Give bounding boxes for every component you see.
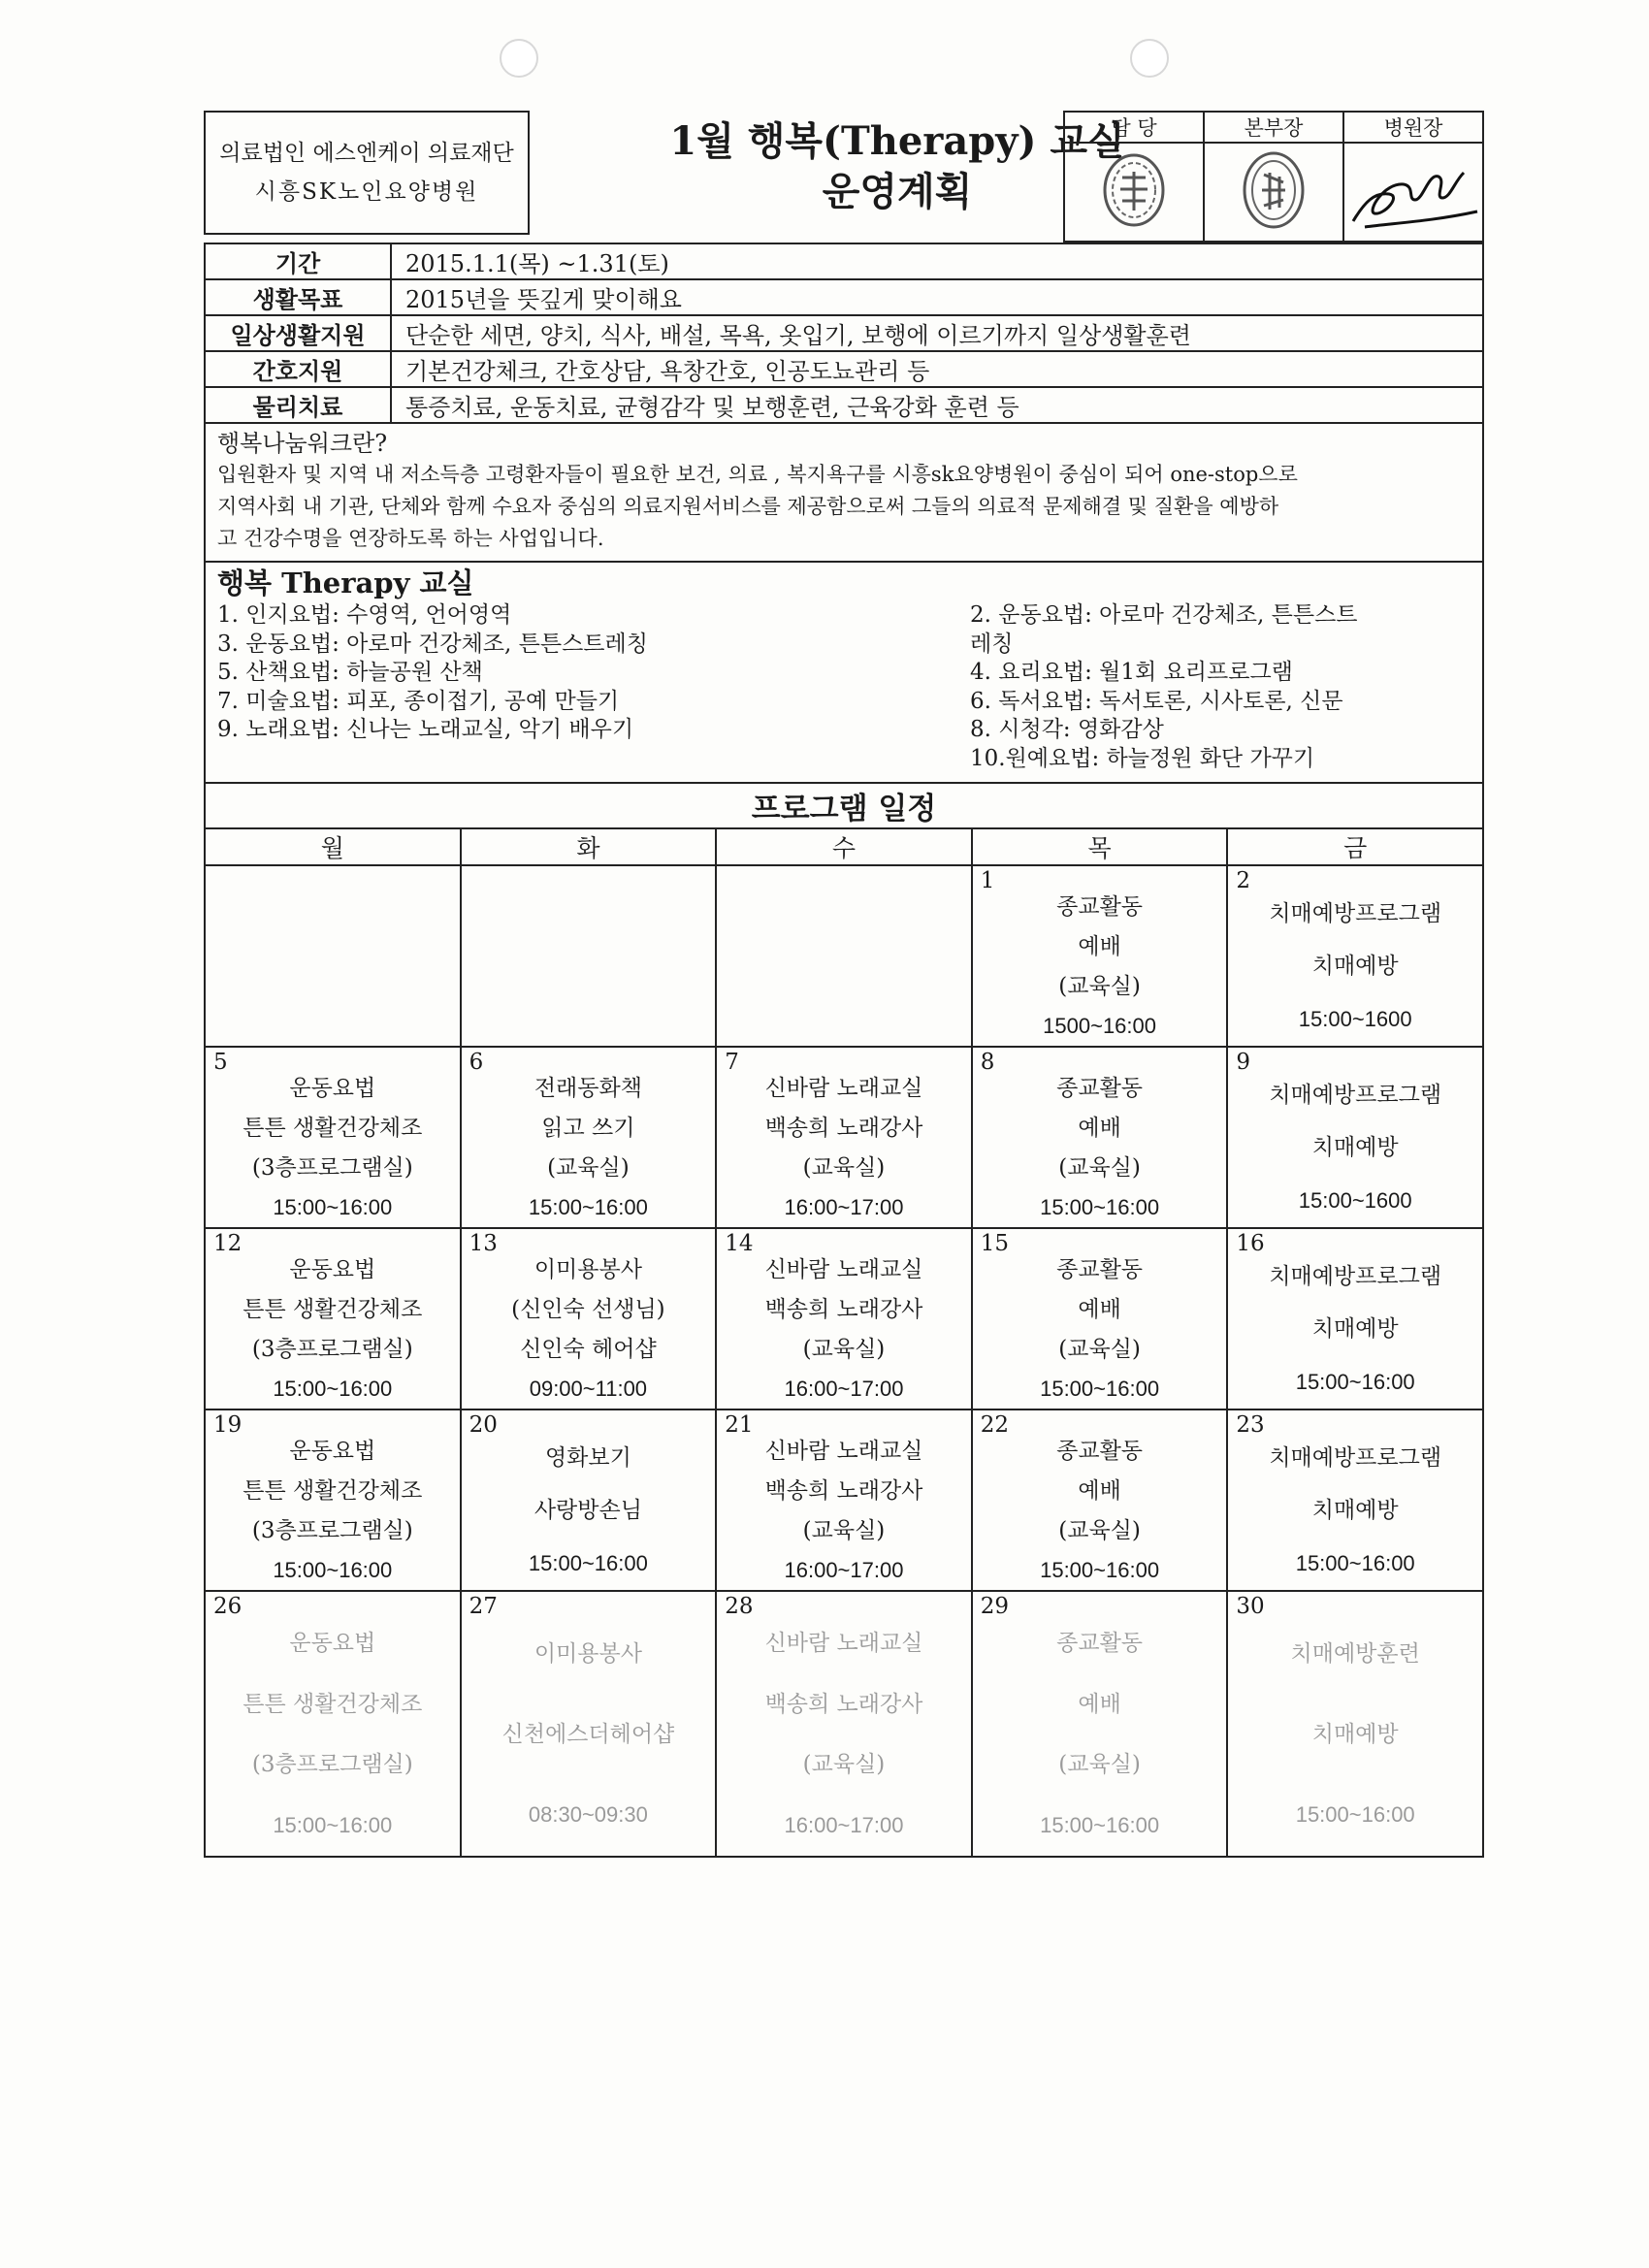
calendar-day-cell [716, 1047, 972, 1228]
intro-question: 행복나눔워크란? [217, 430, 388, 457]
info-row-goal [205, 279, 1483, 315]
schedule-event [1228, 1250, 1482, 1409]
event-text: 영화보기 [544, 1445, 631, 1472]
day-number: 5 [213, 1050, 228, 1075]
weekday-header-row [205, 828, 1483, 865]
schedule-event [1228, 1432, 1482, 1590]
event-text: (3층프로그램실) [251, 1336, 413, 1362]
calendar-day-cell [461, 1591, 717, 1857]
day-number: 23 [1236, 1412, 1265, 1438]
day-number: 28 [725, 1594, 754, 1619]
calendar-day-cell [205, 1047, 461, 1228]
schedule-event [462, 1613, 716, 1856]
approval-header-director: 본부장 [1204, 112, 1343, 143]
therapy-item: 7. 미술요법: 피포, 종이접기, 공예 만들기 [217, 688, 620, 714]
event-time: 15:00~16:00 [1295, 1550, 1415, 1575]
calendar-day-cell [716, 1409, 972, 1591]
event-text: 예배 [1078, 1297, 1121, 1323]
calendar-day-cell [716, 1591, 972, 1857]
calendar-day-cell [1227, 1409, 1483, 1591]
punch-hole-left [500, 39, 538, 78]
event-text: 종교활동 [1056, 1439, 1144, 1465]
info-value: 통증치료, 운동치료, 균형감각 및 보행훈련, 근육강화 훈련 등 [391, 387, 1483, 423]
day-number: 16 [1236, 1231, 1265, 1256]
event-text: 튼튼 생활건강체조 [242, 1691, 423, 1717]
event-text: (교육실) [1058, 1517, 1141, 1543]
event-text: (3층프로그램실) [251, 1752, 413, 1778]
calendar-day-cell [972, 865, 1228, 1047]
event-time: 15:00~16:00 [1040, 1376, 1160, 1401]
foundation-name: 의료법인 에스엔케이 의료재단 [219, 141, 514, 166]
calendar-day-cell [716, 865, 972, 1047]
plan-info-table [204, 243, 1484, 424]
intro-line: 입원환자 및 지역 내 저소득층 고령환자들이 필요한 보건, 의료 , 복지욕구를 시흥sk요양병원이 중심이 되어 one-stop으로 [217, 463, 1298, 486]
calendar-day-cell [461, 865, 717, 1047]
schedule-event [1228, 1069, 1482, 1227]
event-time: 15:00~16:00 [273, 1557, 393, 1582]
calendar-day-cell [972, 1409, 1228, 1591]
intro-line: 지역사회 내 기관, 단체와 함께 수요자 중심의 의료지원서비스를 제공함으로써 그들의 의료적 문제해결 및 질환을 예방하 [217, 495, 1279, 518]
schedule-event [973, 888, 1227, 1046]
event-text: 읽고 쓰기 [541, 1116, 635, 1142]
event-time: 15:00~1600 [1298, 1006, 1412, 1031]
event-text: 전래동화책 [534, 1076, 642, 1102]
day-number: 6 [469, 1050, 484, 1075]
schedule-event [206, 1069, 460, 1227]
event-time: 15:00~16:00 [273, 1812, 393, 1837]
event-text: (3층프로그램실) [251, 1154, 413, 1181]
calendar-day-cell [205, 865, 461, 1047]
event-text: 튼튼 생활건강체조 [242, 1297, 423, 1323]
day-number: 9 [1236, 1050, 1251, 1075]
schedule-event [462, 1069, 716, 1227]
calendar-day-cell [461, 1228, 717, 1409]
day-number: 19 [213, 1412, 242, 1438]
event-text: 운동요법 [289, 1439, 376, 1465]
event-time: 16:00~17:00 [784, 1376, 904, 1401]
event-time: 15:00~16:00 [273, 1194, 393, 1219]
therapy-item: 6. 독서요법: 독서토론, 시사토론, 신문 [970, 688, 1343, 714]
day-number: 22 [980, 1412, 1010, 1438]
event-time: 15:00~16:00 [1040, 1557, 1160, 1582]
event-text: 사랑방손님 [534, 1498, 642, 1524]
event-text: (교육실) [802, 1752, 886, 1778]
event-time: 16:00~17:00 [784, 1812, 904, 1837]
schedule-event [206, 1432, 460, 1590]
therapy-item: 8. 시청각: 영화감상 [970, 717, 1164, 742]
day-number: 14 [725, 1231, 754, 1256]
approval-header-staff: 담 당 [1064, 112, 1204, 143]
event-text: 치매예방프로그램 [1269, 901, 1442, 927]
schedule-event [717, 1069, 971, 1227]
event-text: 백송희 노래강사 [764, 1478, 923, 1505]
day-number: 12 [213, 1231, 242, 1256]
day-number: 27 [469, 1594, 498, 1619]
event-text: (교육실) [1058, 1154, 1141, 1181]
event-time: 15:00~16:00 [1040, 1812, 1160, 1837]
event-time: 15:00~16:00 [528, 1550, 648, 1575]
calendar-week-row [205, 1409, 1483, 1591]
therapy-item: 레칭 [970, 631, 1014, 657]
schedule-event [717, 1250, 971, 1409]
event-text: 운동요법 [289, 1076, 376, 1102]
info-value: 단순한 세면, 양치, 식사, 배설, 목욕, 옷입기, 보행에 이르기까지 일상생활훈련 [391, 315, 1483, 351]
organization-box [204, 111, 530, 235]
document-header [204, 105, 1484, 243]
info-label: 기간 [205, 243, 391, 279]
calendar-day-cell [1227, 1047, 1483, 1228]
calendar-day-cell [461, 1409, 717, 1591]
day-number: 30 [1236, 1594, 1265, 1619]
approval-cell-director [1204, 143, 1343, 242]
event-text: 이미용봉사 [534, 1257, 642, 1283]
therapy-item: 5. 산책요법: 하늘공원 산책 [217, 660, 483, 685]
event-text: 신바람 노래교실 [764, 1439, 923, 1465]
info-row-nursing [205, 351, 1483, 387]
plan-document [204, 105, 1484, 1858]
event-time: 08:30~09:30 [528, 1802, 648, 1828]
event-time: 16:00~17:00 [784, 1557, 904, 1582]
intro-line: 고 건강수명을 연장하도록 하는 사업입니다. [217, 527, 604, 550]
event-text: 종교활동 [1056, 1257, 1144, 1283]
event-time: 15:00~1600 [1298, 1187, 1412, 1213]
event-text: 운동요법 [289, 1257, 376, 1283]
therapy-item: 9. 노래요법: 신나는 노래교실, 악기 배우기 [217, 717, 634, 742]
event-text: 치매예방 [1311, 1135, 1399, 1161]
event-text: 튼튼 생활건강체조 [242, 1478, 423, 1505]
schedule-title: 프로그램 일정 [205, 784, 1483, 828]
event-text: (교육실) [1058, 1336, 1141, 1362]
event-text: (교육실) [1058, 973, 1141, 999]
schedule-event [973, 1432, 1227, 1590]
info-label: 일상생활지원 [205, 315, 391, 351]
calendar-day-cell [205, 1228, 461, 1409]
approval-header-hospital-head: 병원장 [1343, 112, 1483, 143]
event-time: 16:00~17:00 [784, 1194, 904, 1219]
schedule-event [1228, 1613, 1482, 1856]
therapy-item: 3. 운동요법: 아로마 건강체조, 튼튼스트레칭 [217, 631, 648, 657]
info-label: 생활목표 [205, 279, 391, 315]
therapy-item: 2. 운동요법: 아로마 건강체조, 튼튼스트 [970, 602, 1358, 628]
day-number: 2 [1236, 868, 1251, 893]
event-text: 신천에스더헤어샵 [501, 1721, 675, 1747]
event-text: 이미용봉사 [534, 1640, 642, 1667]
info-value: 기본건강체크, 간호상담, 욕창간호, 인공도뇨관리 등 [391, 351, 1483, 387]
event-text: 신바람 노래교실 [764, 1076, 923, 1102]
event-time: 09:00~11:00 [529, 1376, 648, 1401]
calendar-day-cell [1227, 865, 1483, 1047]
event-text: (3층프로그램실) [251, 1517, 413, 1543]
day-number: 13 [469, 1231, 498, 1256]
event-text: 치매예방 [1311, 1498, 1399, 1524]
event-text: (교육실) [802, 1154, 886, 1181]
event-time: 15:00~16:00 [528, 1194, 648, 1219]
calendar-day-cell [716, 1228, 972, 1409]
info-value: 2015년을 뜻깊게 맞이해요 [391, 279, 1483, 315]
event-time: 15:00~16:00 [1295, 1802, 1415, 1828]
event-text: (신인숙 선생님) [511, 1297, 665, 1323]
approval-cell-staff [1064, 143, 1204, 242]
event-text: 치매예방프로그램 [1269, 1083, 1442, 1109]
title-line-1: 1월 행복(Therapy) 교실 [669, 118, 1125, 164]
calendar-week-row [205, 1047, 1483, 1228]
calendar-day-cell [972, 1228, 1228, 1409]
event-text: 백송희 노래강사 [764, 1691, 923, 1717]
day-number: 15 [980, 1231, 1010, 1256]
schedule-event [973, 1069, 1227, 1227]
therapy-list-right [970, 601, 1474, 773]
schedule-event [206, 1250, 460, 1409]
approval-cell-hospital-head [1343, 143, 1483, 242]
therapy-item: 1. 인지요법: 수영역, 언어영역 [217, 602, 512, 628]
day-number: 8 [980, 1050, 995, 1075]
title-line-2: 운영계획 [822, 169, 973, 214]
event-text: 예배 [1078, 1691, 1121, 1717]
event-text: 치매예방 [1311, 1316, 1399, 1343]
info-value: 2015.1.1(목) ~1.31(토) [391, 243, 1483, 279]
weekday-header: 수 [716, 828, 972, 865]
calendar-week-row [205, 1591, 1483, 1857]
info-label: 간호지원 [205, 351, 391, 387]
schedule-event [1228, 888, 1482, 1046]
event-text: 치매예방훈련 [1290, 1640, 1420, 1667]
day-number: 26 [213, 1594, 242, 1619]
schedule-event [462, 1432, 716, 1590]
event-text: 신인숙 헤어샵 [520, 1336, 657, 1362]
event-text: 예배 [1078, 934, 1121, 960]
seal-stamp-icon [1235, 147, 1312, 233]
event-text: 치매예방프로그램 [1269, 1264, 1442, 1290]
info-row-physical-therapy [205, 387, 1483, 423]
event-time: 15:00~16:00 [1040, 1194, 1160, 1219]
calendar-day-cell [205, 1409, 461, 1591]
schedule-event [462, 1250, 716, 1409]
event-text: (교육실) [802, 1336, 886, 1362]
calendar-day-cell [1227, 1228, 1483, 1409]
day-number: 21 [725, 1412, 754, 1438]
therapy-title: 행복 Therapy 교실 [217, 567, 474, 599]
event-text: 예배 [1078, 1478, 1121, 1505]
day-number: 7 [725, 1050, 739, 1075]
approval-table [1063, 111, 1484, 243]
schedule-event [717, 1613, 971, 1856]
schedule-event [973, 1250, 1227, 1409]
weekday-header: 화 [461, 828, 717, 865]
info-label: 물리치료 [205, 387, 391, 423]
info-row-daily-support [205, 315, 1483, 351]
event-text: 치매예방프로그램 [1269, 1445, 1442, 1472]
calendar-day-cell [972, 1047, 1228, 1228]
hospital-name: 시흥SK노인요양병원 [254, 179, 479, 205]
weekday-header: 금 [1227, 828, 1483, 865]
calendar-day-cell [461, 1047, 717, 1228]
calendar-week-row [205, 1228, 1483, 1409]
event-time: 1500~16:00 [1043, 1013, 1156, 1038]
event-text: 종교활동 [1056, 1076, 1144, 1102]
therapy-item: 4. 요리요법: 월1회 요리프로그램 [970, 660, 1293, 685]
therapy-section [204, 563, 1484, 784]
event-text: (교육실) [1058, 1752, 1141, 1778]
event-text: (교육실) [547, 1154, 630, 1181]
event-time: 15:00~16:00 [273, 1376, 393, 1401]
schedule-event [717, 1432, 971, 1590]
schedule-event [206, 1613, 460, 1856]
event-text: 운동요법 [289, 1631, 376, 1657]
therapy-list-left [217, 601, 916, 745]
therapy-item: 10.원예요법: 하늘정원 화단 가꾸기 [970, 745, 1315, 771]
calendar-day-cell [205, 1591, 461, 1857]
event-text: 신바람 노래교실 [764, 1257, 923, 1283]
event-text: 신바람 노래교실 [764, 1631, 923, 1657]
intro-description [217, 459, 1471, 555]
seal-stamp-icon [1095, 148, 1173, 232]
calendar-day-cell [972, 1591, 1228, 1857]
weekday-header: 목 [972, 828, 1228, 865]
signature-icon [1345, 144, 1481, 237]
event-text: 종교활동 [1056, 894, 1144, 921]
event-text: 예배 [1078, 1116, 1121, 1142]
event-text: (교육실) [802, 1517, 886, 1543]
event-text: 치매예방 [1311, 1721, 1399, 1747]
event-time: 15:00~16:00 [1295, 1369, 1415, 1394]
event-text: 치매예방 [1311, 954, 1399, 980]
calendar-weeks [205, 865, 1483, 1857]
event-text: 백송희 노래강사 [764, 1297, 923, 1323]
program-intro [204, 424, 1484, 563]
calendar-day-cell [1227, 1591, 1483, 1857]
event-text: 튼튼 생활건강체조 [242, 1116, 423, 1142]
day-number: 20 [469, 1412, 498, 1438]
schedule-event [973, 1613, 1227, 1856]
program-schedule-calendar [204, 784, 1484, 1858]
info-row-period [205, 243, 1483, 279]
calendar-week-row [205, 865, 1483, 1047]
day-number: 1 [980, 868, 995, 893]
day-number: 29 [980, 1594, 1010, 1619]
event-text: 백송희 노래강사 [764, 1116, 923, 1142]
weekday-header: 월 [205, 828, 461, 865]
event-text: 종교활동 [1056, 1631, 1144, 1657]
punch-hole-right [1130, 39, 1169, 78]
